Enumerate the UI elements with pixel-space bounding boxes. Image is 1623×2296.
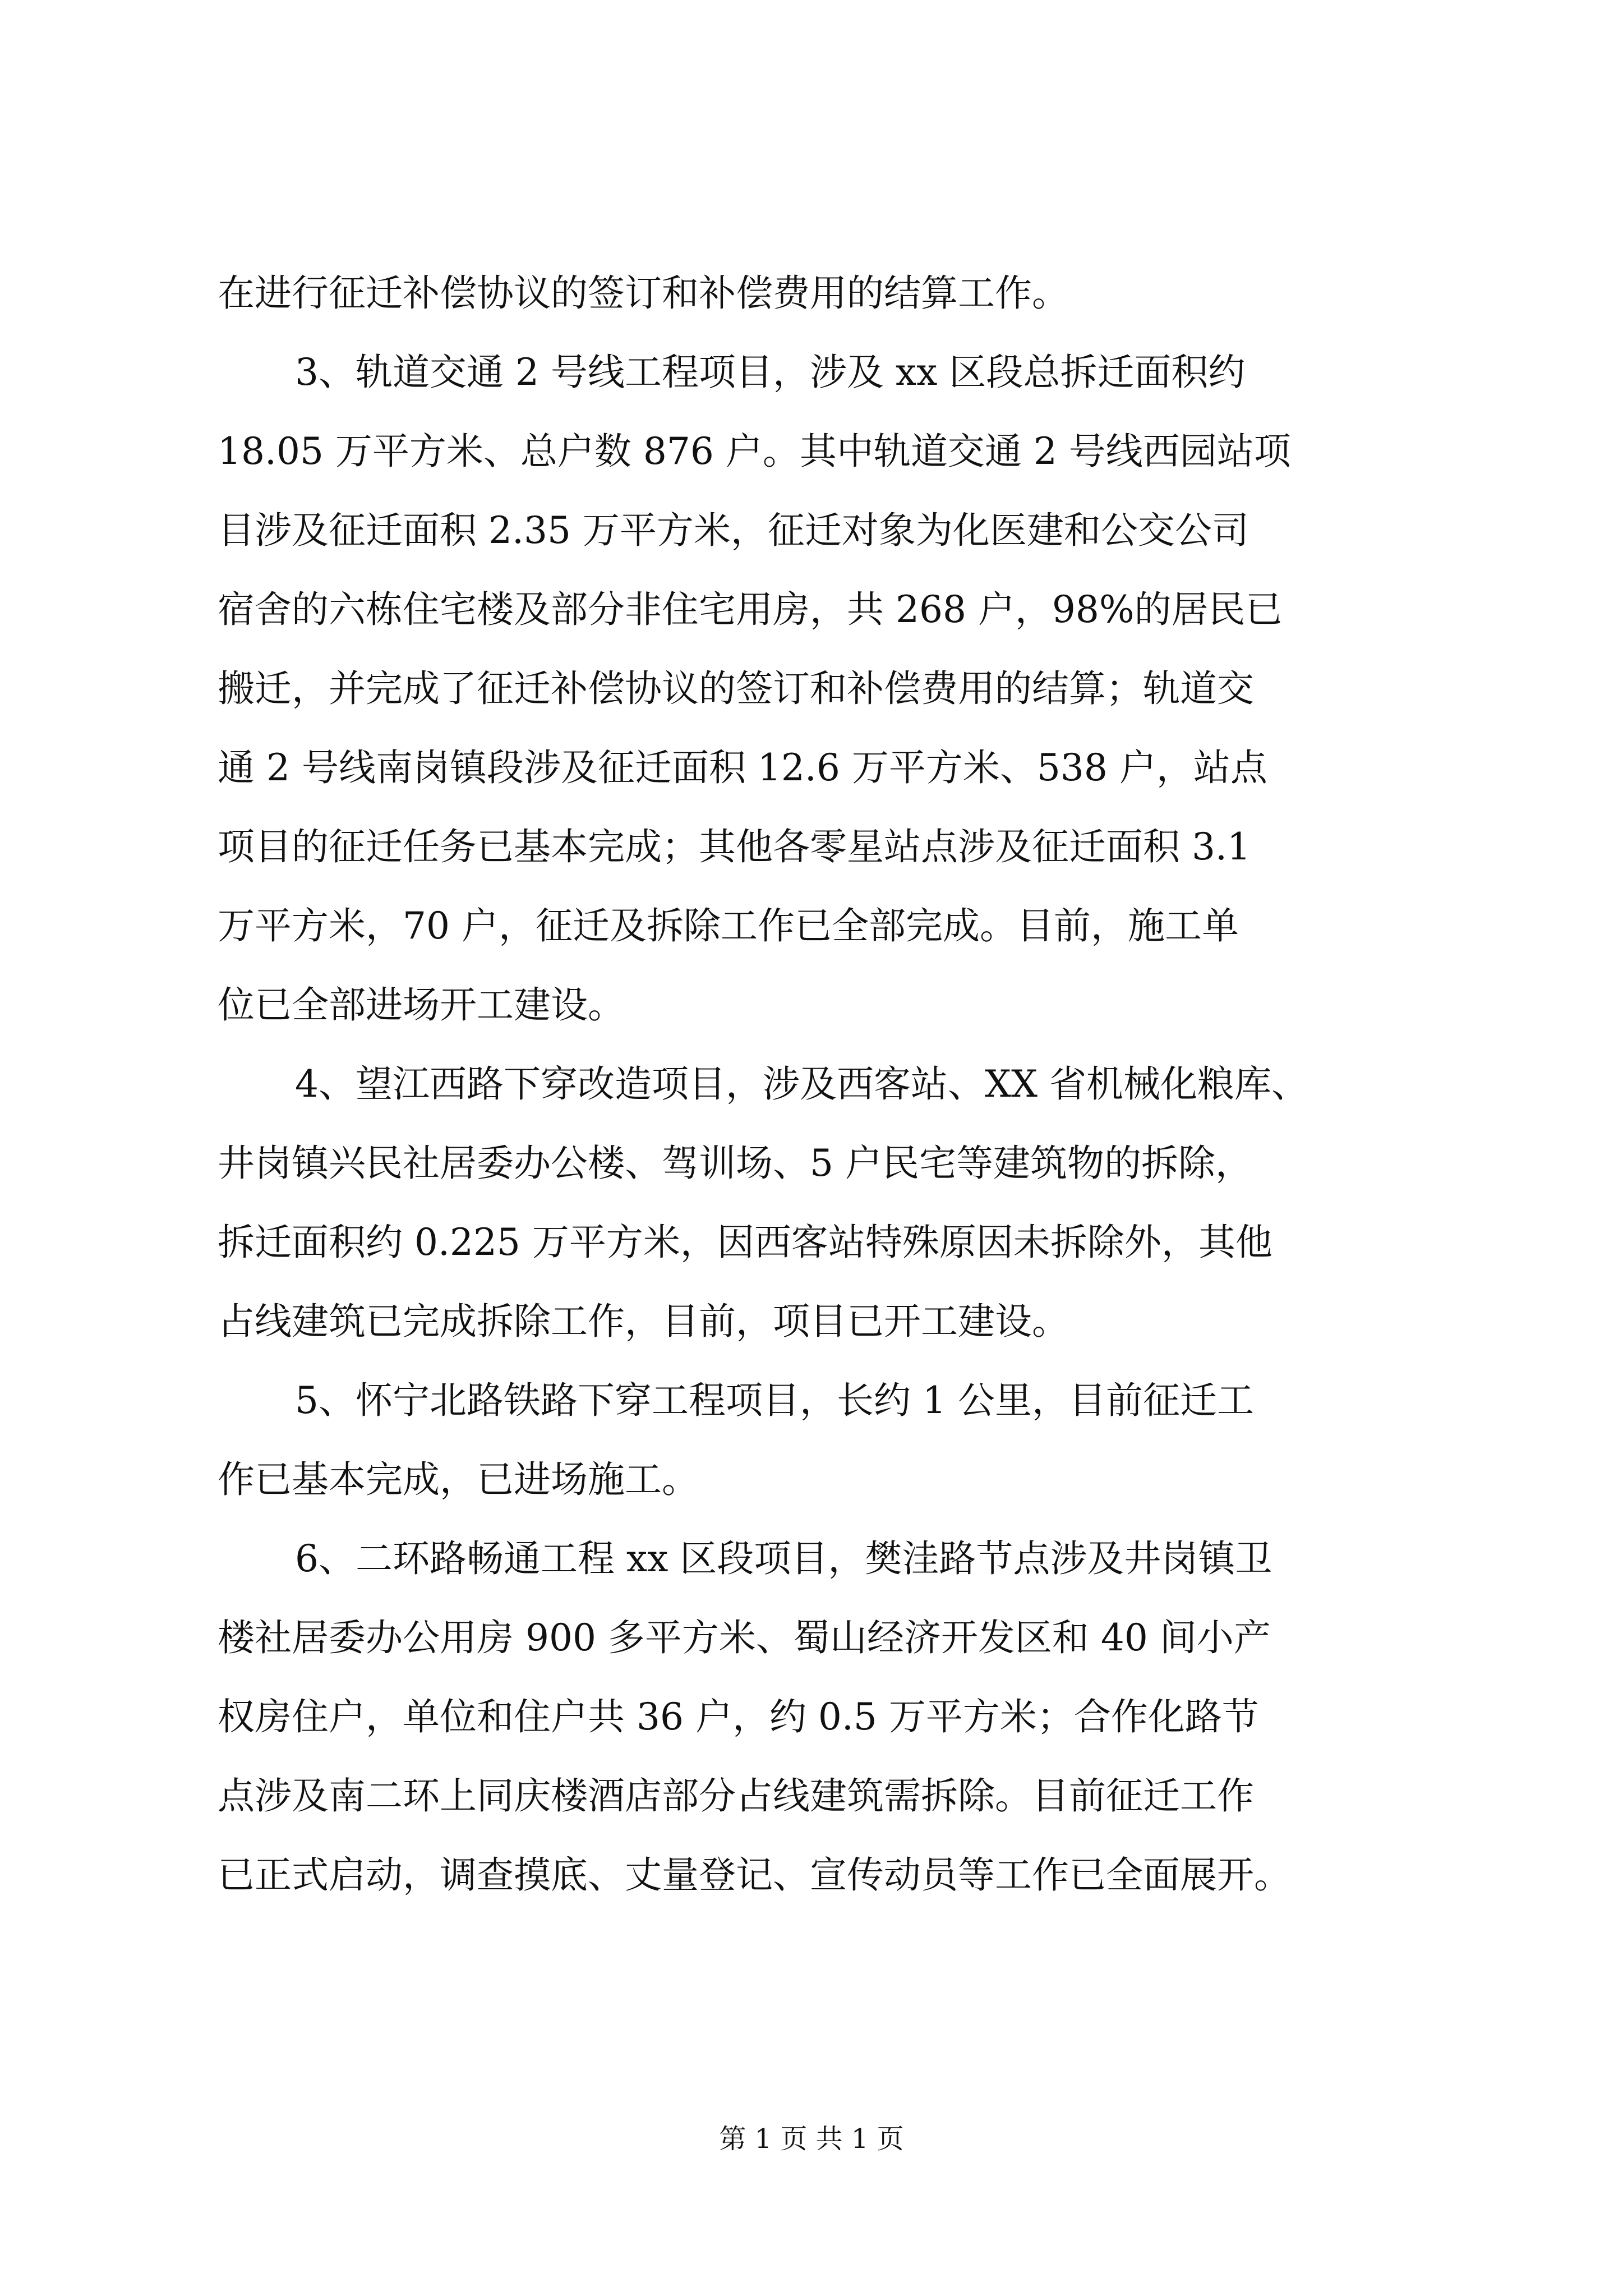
text-line: 万平方米，70 户，征迁及拆除工作已全部完成。目前，施工单 [218, 904, 1239, 947]
text-line: 目涉及征迁面积 2.35 万平方米，征迁对象为化医建和公交公司 [218, 509, 1249, 552]
paragraph-start-item-6: 6、二环路畅通工程 xx 区段项目，樊洼路节点涉及井岗镇卫 [295, 1537, 1272, 1580]
text-line: 作已基本完成，已进场施工。 [218, 1458, 699, 1501]
text-line: 拆迁面积约 0.225 万平方米，因西客站特殊原因未拆除外，其他 [218, 1221, 1272, 1264]
text-line: 占线建筑已完成拆除工作，目前，项目已开工建设。 [218, 1300, 1069, 1343]
text-line: 井岗镇兴民社居委办公楼、驾训场、5 户民宅等建筑物的拆除， [218, 1142, 1252, 1185]
page-footer [0, 2117, 1623, 2156]
paragraph-start-item-3: 3、轨道交通 2 号线工程项目，涉及 xx 区段总拆迁面积约 [295, 351, 1246, 394]
text-line: 已正式启动，调查摸底、丈量登记、宣传动员等工作已全面展开。 [218, 1853, 1291, 1897]
text-line: 权房住户，单位和住户共 36 户，约 0.5 万平方米；合作化路节 [218, 1695, 1259, 1738]
text-line: 18.05 万平方米、总户数 876 户。其中轨道交通 2 号线西园站项 [218, 430, 1291, 473]
page-number-label: 第 1 页 共 1 页 [719, 2123, 904, 2155]
paragraph-start-item-4: 4、望江西路下穿改造项目，涉及西客站、XX 省机械化粮库、 [295, 1062, 1308, 1106]
paragraph-start-item-5: 5、怀宁北路铁路下穿工程项目，长约 1 公里，目前征迁工 [295, 1379, 1254, 1422]
text-line: 楼社居委办公用房 900 多平方米、蜀山经济开发区和 40 间小产 [218, 1616, 1271, 1659]
text-line: 在进行征迁补偿协议的签订和补偿费用的结算工作。 [218, 272, 1069, 315]
text-line: 通 2 号线南岗镇段涉及征迁面积 12.6 万平方米、538 户，站点 [218, 746, 1267, 789]
text-line: 项目的征迁任务已基本完成；其他各零星站点涉及征迁面积 3.1 [218, 825, 1251, 868]
document-body [218, 254, 1409, 1915]
text-line: 宿舍的六栋住宅楼及部分非住宅用房，共 268 户，98%的居民已 [218, 588, 1283, 631]
text-line: 点涉及南二环上同庆楼酒店部分占线建筑需拆除。目前征迁工作 [218, 1774, 1254, 1818]
text-line: 搬迁，并完成了征迁补偿协议的签订和补偿费用的结算；轨道交 [218, 667, 1254, 710]
text-line: 位已全部进场开工建设。 [218, 983, 625, 1027]
